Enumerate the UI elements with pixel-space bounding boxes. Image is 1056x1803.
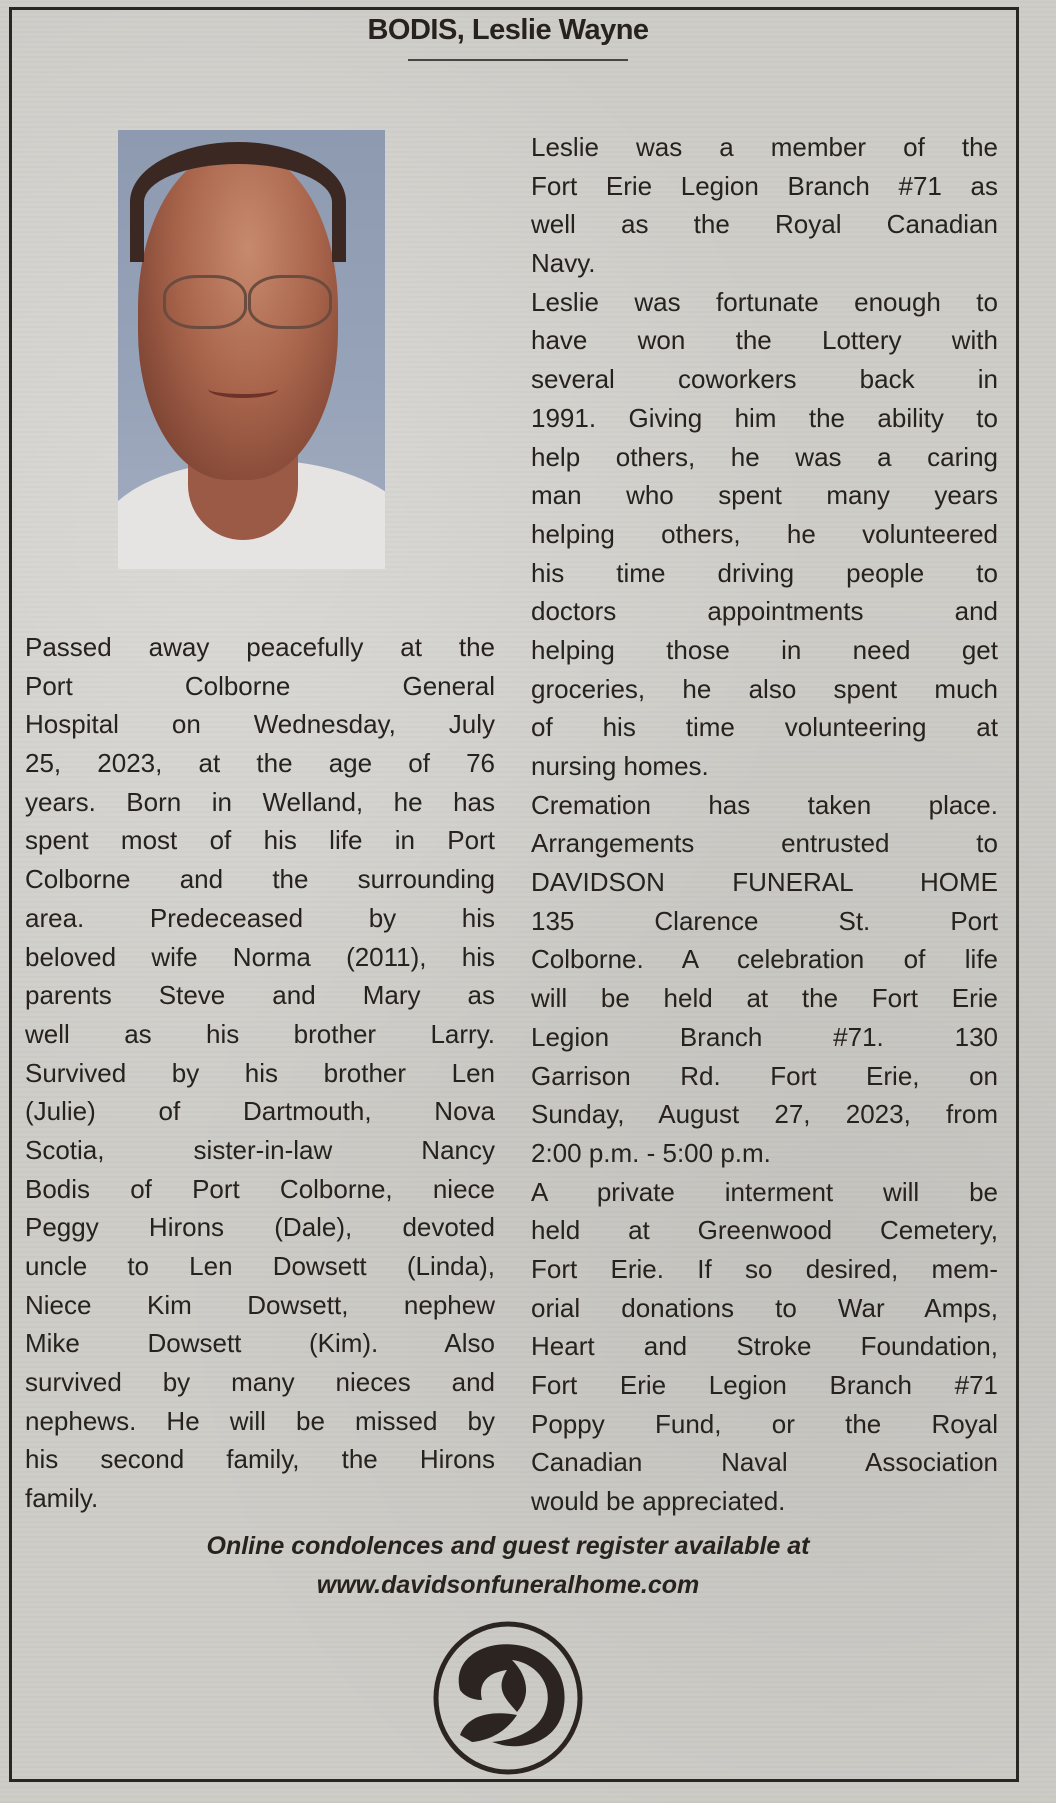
website-link[interactable]: www.davidsonfuneralhome.com xyxy=(316,1571,700,1599)
left-column-line: Port Colborne General xyxy=(25,670,495,701)
left-column-line: survived by many nieces and xyxy=(25,1367,495,1398)
left-column-line: beloved wife Norma (2011), his xyxy=(25,941,495,972)
right-column-line: Fort Erie Legion Branch #71 xyxy=(531,1370,998,1400)
right-column-line: Sunday, August 27, 2023, from xyxy=(531,1099,998,1130)
obituary-title: BODIS, Leslie Wayne xyxy=(367,14,649,46)
right-column-line: Canadian Naval Association xyxy=(531,1447,998,1478)
right-column-line: A private interment will be xyxy=(531,1176,998,1207)
right-column-line: 135 Clarence St. Port xyxy=(531,905,998,936)
right-column-line: Colborne. A celebration of life xyxy=(531,944,998,975)
left-column-line: Bodis of Port Colborne, niece xyxy=(25,1173,495,1204)
right-column-line: 2:00 p.m. - 5:00 p.m. xyxy=(531,1137,771,1168)
right-column-line: man who spent many years xyxy=(531,480,998,511)
left-column-line: 25, 2023, at the age of 76 xyxy=(25,748,495,779)
right-column-line: Navy. xyxy=(531,248,596,279)
left-column-text xyxy=(25,628,495,1518)
portrait-photo xyxy=(118,130,385,569)
right-column-line: groceries, he also spent much xyxy=(531,673,998,704)
right-column-line: would be appreciated. xyxy=(531,1486,786,1517)
left-column-line: well as his brother Larry. xyxy=(25,1018,495,1049)
right-column-line: his time driving people to xyxy=(531,557,998,588)
right-column-line: doctors appointments and xyxy=(531,596,998,627)
right-column-line: 1991. Giving him the ability to xyxy=(531,402,998,433)
right-column-line: Leslie was fortunate enough to xyxy=(531,286,998,317)
right-column-line: Arrangements entrusted to xyxy=(531,828,998,859)
right-column-text xyxy=(531,128,998,1521)
left-column-line: parents Steve and Mary as xyxy=(25,980,495,1011)
left-column-line: Peggy Hirons (Dale), devoted xyxy=(25,1212,495,1243)
left-column-line: Colborne and the surrounding xyxy=(25,864,495,895)
left-column-line: Mike Dowsett (Kim). Also xyxy=(25,1328,495,1359)
funeral-home-logo xyxy=(432,1620,584,1776)
right-column-line: helping others, he volunteered xyxy=(531,518,998,549)
right-column-line: of his time volunteering at xyxy=(531,712,998,743)
right-column-line: well as the Royal Canadian xyxy=(531,209,998,240)
left-column-line: nephews. He will be missed by xyxy=(25,1405,495,1436)
right-column-line: help others, he was a caring xyxy=(531,441,998,472)
right-column-line: Legion Branch #71. 130 xyxy=(531,1021,998,1052)
left-column-line: years. Born in Welland, he has xyxy=(25,786,495,817)
left-column-line: Hospital on Wednesday, July xyxy=(25,709,495,740)
left-column-line: Scotia, sister-in-law Nancy xyxy=(25,1134,495,1165)
right-column-line: Fort Erie Legion Branch #71 as xyxy=(531,170,998,201)
condolences-text: Online condolences and guest register available at xyxy=(206,1532,810,1560)
right-column-line: Garrison Rd. Fort Erie, on xyxy=(531,1060,998,1091)
right-column-line: Leslie was a member of the xyxy=(531,132,998,162)
right-column-line: held at Greenwood Cemetery, xyxy=(531,1215,998,1246)
right-column-line: Cremation has taken place. xyxy=(531,789,998,820)
left-column-line: spent most of his life in Port xyxy=(25,825,495,856)
left-column-line: Survived by his brother Len xyxy=(25,1057,495,1088)
left-column-line: Passed away peacefully at the xyxy=(25,632,495,662)
right-column-line: several coworkers back in xyxy=(531,364,998,395)
right-column-line: will be held at the Fort Erie xyxy=(531,983,998,1014)
right-column-line: Fort Erie. If so desired, mem- xyxy=(531,1253,998,1284)
left-column-line: Niece Kim Dowsett, nephew xyxy=(25,1289,495,1320)
right-column-line: DAVIDSON FUNERAL HOME xyxy=(531,867,998,898)
left-column-line: (Julie) of Dartmouth, Nova xyxy=(25,1096,495,1127)
left-column-line: area. Predeceased by his xyxy=(25,902,495,933)
right-column-line: Poppy Fund, or the Royal xyxy=(531,1408,998,1439)
left-column-line: his second family, the Hirons xyxy=(25,1444,495,1475)
right-column-line: orial donations to War Amps, xyxy=(531,1292,998,1323)
right-column-line: nursing homes. xyxy=(531,751,709,781)
left-column-line: uncle to Len Dowsett (Linda), xyxy=(25,1251,495,1281)
right-column-line: have won the Lottery with xyxy=(531,325,998,356)
title-underline xyxy=(408,59,628,61)
right-column-line: helping those in need get xyxy=(531,634,998,665)
right-column-line: Heart and Stroke Foundation, xyxy=(531,1331,998,1362)
left-column-line: family. xyxy=(25,1483,99,1514)
